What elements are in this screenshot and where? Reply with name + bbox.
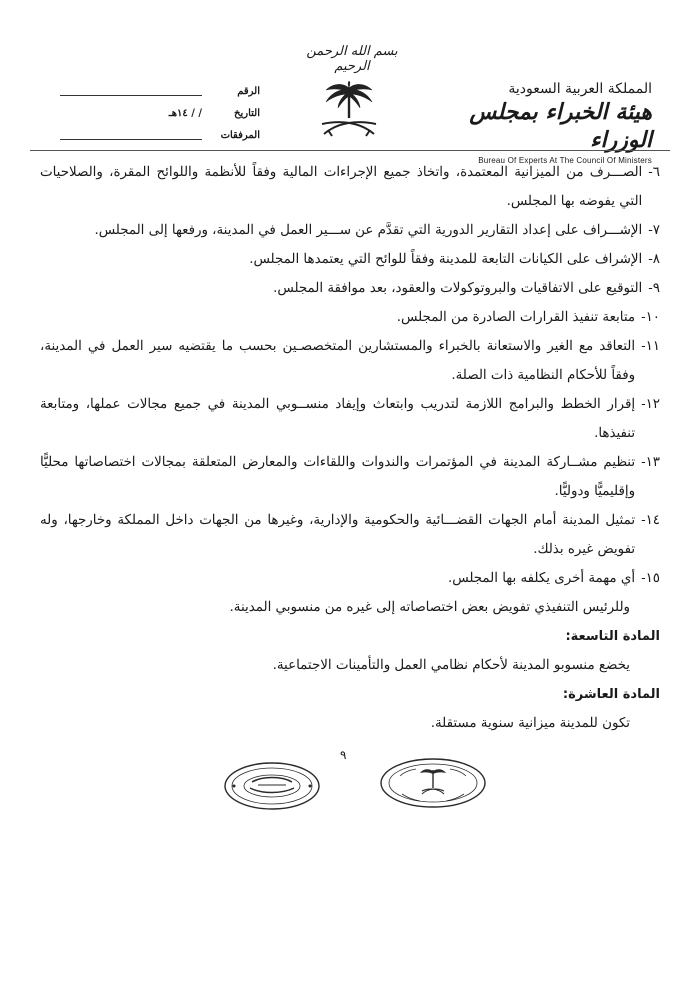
ref-date-label: التاريخ: [234, 107, 260, 119]
item-number: ١٣-: [641, 455, 660, 470]
ref-number-label: الرقم: [237, 85, 260, 97]
list-item: [40, 332, 660, 390]
list-item: [40, 390, 660, 448]
list-item: [40, 245, 660, 274]
item-text: متابعة تنفيذ القرارات الصادرة من المجلس.: [396, 310, 636, 325]
list-item: [40, 274, 660, 303]
closing-paragraph: وللرئيس التنفيذي تفويض بعض اختصاصاته إلى غيره من منسوبي المدينة.: [229, 600, 630, 615]
article-10-text: تكون للمدينة ميزانية سنوية مستقلة.: [430, 716, 630, 731]
item-text: الصـــرف من الميزانية المعتمدة، واتخاذ جميع الإجراءات المالية وفقاً للأنظمة واللوائح المقرة، والصلاحيات التي يفوضه بها المجلس.: [40, 165, 643, 209]
article-10-heading: المادة العاشرة:: [562, 687, 660, 702]
org-bureau-name: هيئة الخبراء بمجلس الوزراء: [469, 99, 652, 153]
ref-number-row: [60, 80, 260, 102]
item-text: الإشـــراف على إعداد التقارير الدورية التي تقدَّم عن ســـير العمل في المدينة، ورفعها إلى المجلس.: [94, 223, 643, 238]
list-item: [40, 506, 660, 564]
item-number: ١٥-: [641, 571, 660, 586]
article-9-heading: المادة التاسعة:: [565, 629, 660, 644]
item-text: تمثيل المدينة أمام الجهات القضـــائية والحكومية والإدارية، وغيرها من الجهات داخل المملكة وخارجها، وله تفويض غيره بذلك.: [40, 513, 636, 557]
list-item: [40, 564, 660, 593]
item-text: الإشراف على الكيانات التابعة للمدينة وفقاً للوائح التي يعتمدها المجلس.: [249, 252, 643, 267]
page-number: ٩: [340, 748, 347, 762]
item-text: تنظيم مشــاركة المدينة في المؤتمرات والندوات واللقاءات والمعارض المتعلقة بمجالات اختصاصاتها محليًّا وإقليميًّا ودوليًّا.: [40, 455, 636, 499]
list-item: [40, 158, 660, 216]
ref-number-line: [60, 87, 202, 96]
org-kingdom-name: المملكة العربية السعودية: [508, 81, 652, 97]
ref-date-value: / / ١٤هـ: [168, 107, 202, 119]
ref-attachments-row: [60, 124, 260, 146]
list-item: [40, 448, 660, 506]
basmala: بسم الله الرحمن الرحيم: [306, 44, 398, 74]
ref-date-row: [60, 102, 260, 124]
item-number: ٧-: [648, 223, 660, 238]
item-text: إقرار الخطط والبرامج اللازمة لتدريب وابتعاث وإيفاد منســوبي المدينة في جميع مجالات عملها، ومتابعة تنفيذها.: [40, 397, 636, 441]
official-seal-icon: [378, 756, 488, 810]
list-item: [40, 303, 660, 332]
ref-attachments-line: [60, 131, 202, 140]
item-text: أي مهمة أخرى يكلفه بها المجلس.: [448, 571, 636, 586]
document-body: [40, 158, 660, 738]
item-text: التعاقد مع الغير والاستعانة بالخبراء والمستشارين المتخصصـين بحسب ما يقتضيه سير العمل في المدينة، وفقاً للأحكام النظامية ذات الصلة.: [40, 339, 636, 383]
reference-block: [60, 80, 260, 146]
item-text: التوقيع على الاتفاقيات والبروتوكولات والعقود، بعد موافقة المجلس.: [273, 281, 643, 296]
organization-letterhead: [442, 80, 652, 165]
official-seal-icon: [222, 760, 322, 812]
item-number: ١٢-: [641, 397, 660, 412]
org-bureau-english: Bureau Of Experts At The Council Of Ministers: [478, 156, 652, 165]
item-number: ١٠-: [641, 310, 660, 325]
ref-attachments-label: المرفقات: [220, 129, 260, 141]
item-number: ١١-: [641, 339, 660, 354]
article-9-text: يخضع منسوبو المدينة لأحكام نظامي العمل والتأمينات الاجتماعية.: [272, 658, 630, 673]
item-number: ٩-: [648, 281, 660, 296]
item-number: ٨-: [648, 252, 660, 267]
item-number: ٦-: [648, 165, 660, 180]
list-item: [40, 216, 660, 245]
header-divider: [30, 150, 670, 151]
palm-and-swords-emblem-icon: [318, 78, 380, 142]
item-number: ١٤-: [641, 513, 660, 528]
